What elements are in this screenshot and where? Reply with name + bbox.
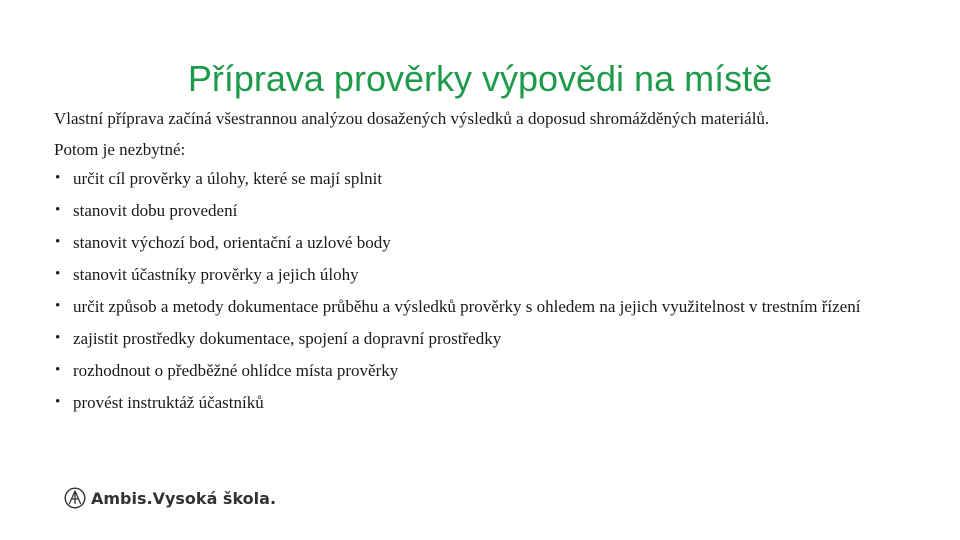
- logo-text: Ambis.Vysoká škola.: [91, 488, 277, 508]
- bullet-item: [54, 232, 924, 253]
- bullet-list: [54, 168, 924, 413]
- bullet-dot: •: [55, 330, 61, 346]
- bullet-item: [54, 296, 924, 317]
- bullet-item: [54, 328, 924, 349]
- bullet-text: rozhodnout o předběžné ohlídce místa prověrky: [73, 361, 399, 380]
- bullet-text: stanovit dobu provedení: [73, 201, 238, 220]
- bullet-dot: •: [55, 170, 61, 186]
- bullet-dot: •: [55, 394, 61, 410]
- bullet-item: [54, 264, 924, 285]
- bullet-dot: •: [55, 362, 61, 378]
- bullet-item: [54, 392, 924, 413]
- bullet-item: [54, 200, 924, 221]
- bullet-text: provést instruktáž účastníků: [73, 393, 264, 412]
- ambis-logo-icon: [64, 487, 86, 509]
- slide-body: [54, 108, 924, 424]
- bullet-text: určit cíl prověrky a úlohy, které se mají splnit: [73, 169, 383, 188]
- bullet-text: stanovit výchozí bod, orientační a uzlové body: [73, 233, 391, 252]
- bullet-text: zajistit prostředky dokumentace, spojení a dopravní prostředky: [73, 329, 502, 348]
- bullet-item: [54, 168, 924, 189]
- bullet-dot: •: [55, 234, 61, 250]
- bullet-dot: •: [55, 266, 61, 282]
- bullet-text: určit způsob a metody dokumentace průběhu a výsledků prověrky s ohledem na jejich využitelnost v trestním řízení: [73, 297, 861, 316]
- bullet-text: stanovit účastníky prověrky a jejich úlohy: [73, 265, 359, 284]
- bullet-dot: •: [55, 298, 61, 314]
- slide-title: Příprava prověrky výpovědi na místě: [187, 58, 773, 99]
- lead-paragraph: Potom je nezbytné:: [54, 140, 186, 159]
- bullet-dot: •: [55, 202, 61, 218]
- bullet-item: [54, 360, 924, 381]
- ambis-logo: [64, 485, 276, 511]
- intro-paragraph: Vlastní příprava začíná všestrannou analýzou dosažených výsledků a doposud shromážděných materiálů.: [54, 109, 770, 128]
